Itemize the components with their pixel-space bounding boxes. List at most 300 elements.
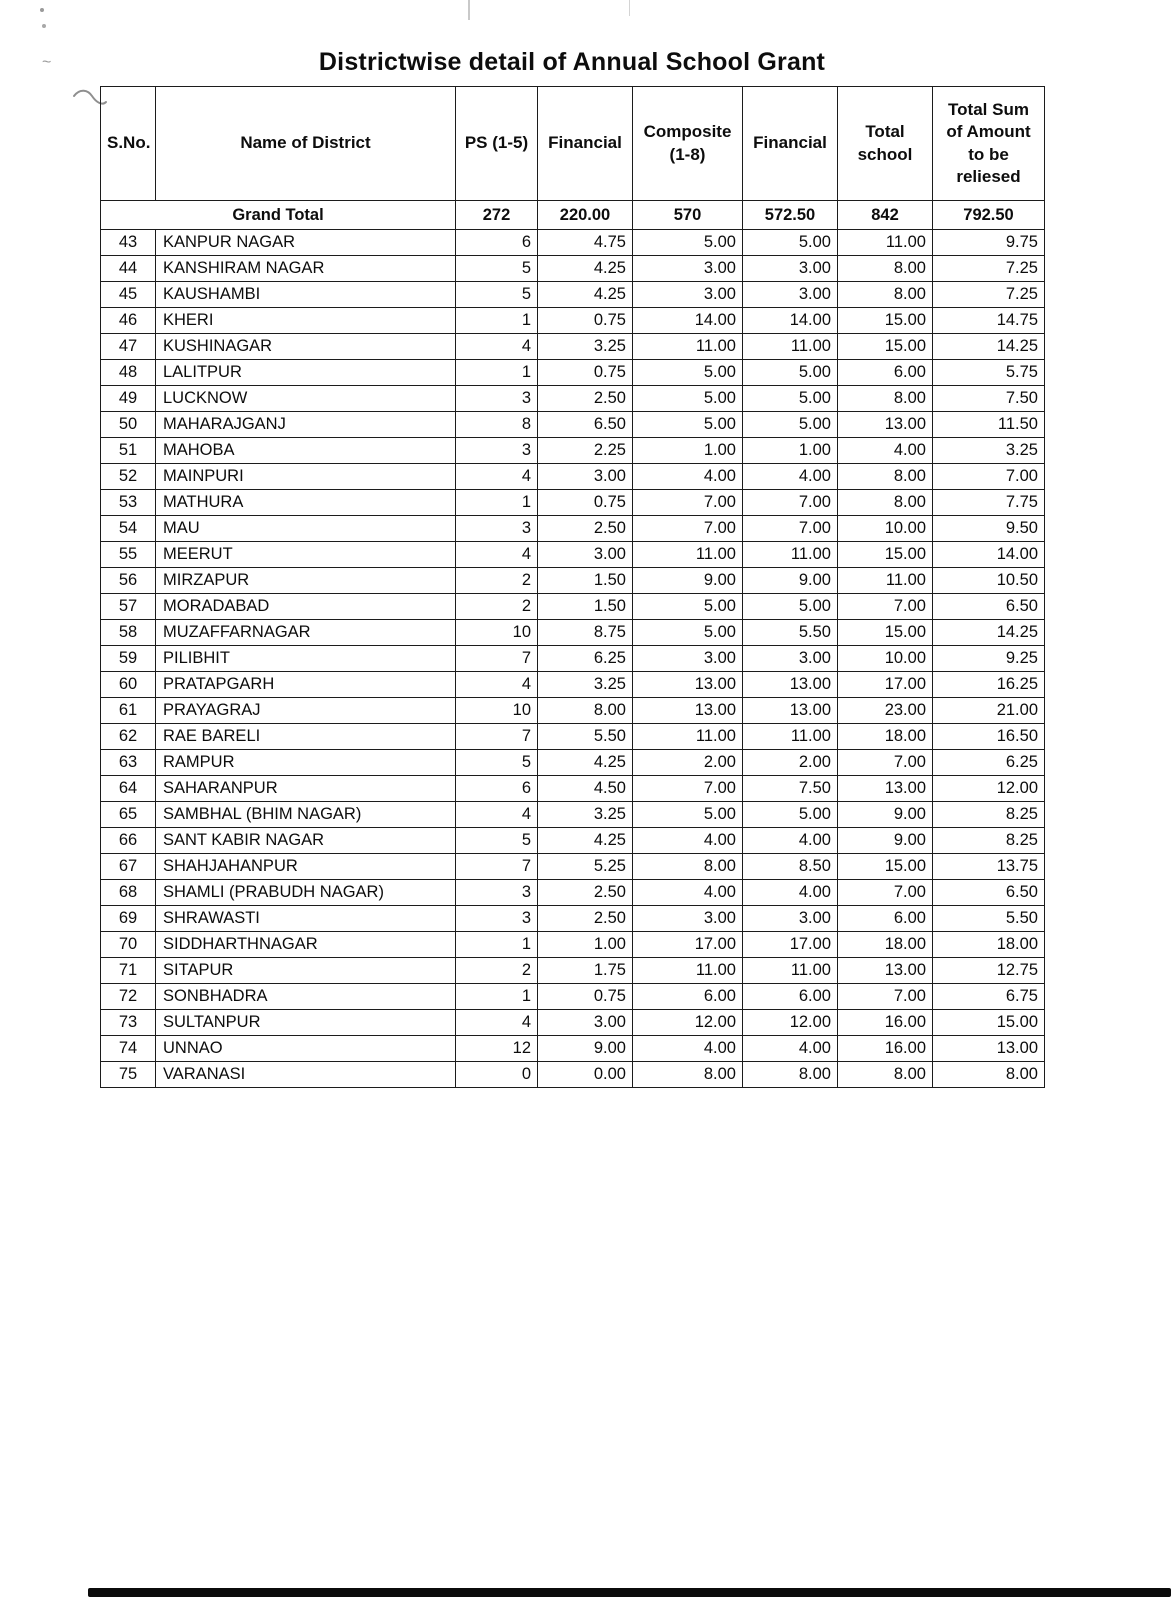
row-value: 5.00 xyxy=(743,386,838,412)
column-header-7: Total Sum of Amount to be reliesed xyxy=(933,87,1045,201)
row-value: 0.75 xyxy=(538,360,633,386)
row-district: KUSHINAGAR xyxy=(156,334,456,360)
table-row xyxy=(101,932,1045,958)
row-value: 11.00 xyxy=(633,334,743,360)
row-value: 13.75 xyxy=(933,854,1045,880)
row-district: SANT KABIR NAGAR xyxy=(156,828,456,854)
row-value: 5.50 xyxy=(538,724,633,750)
row-value: 9.00 xyxy=(838,828,933,854)
row-value: 5.00 xyxy=(633,360,743,386)
row-value: 8.00 xyxy=(933,1062,1045,1088)
row-value: 14.25 xyxy=(933,334,1045,360)
column-header-1: Name of District xyxy=(156,87,456,201)
row-value: 4.25 xyxy=(538,256,633,282)
row-value: 4.00 xyxy=(743,828,838,854)
row-value: 17.00 xyxy=(838,672,933,698)
row-value: 12.00 xyxy=(933,776,1045,802)
row-sno: 75 xyxy=(101,1062,156,1088)
row-district: MAU xyxy=(156,516,456,542)
table-row xyxy=(101,1036,1045,1062)
row-value: 1.00 xyxy=(538,932,633,958)
row-sno: 50 xyxy=(101,412,156,438)
row-sno: 60 xyxy=(101,672,156,698)
row-value: 3.25 xyxy=(538,802,633,828)
row-value: 6 xyxy=(456,230,538,256)
row-sno: 55 xyxy=(101,542,156,568)
row-value: 12 xyxy=(456,1036,538,1062)
row-value: 5.50 xyxy=(743,620,838,646)
table-row xyxy=(101,958,1045,984)
row-value: 7.00 xyxy=(743,516,838,542)
row-value: 4.00 xyxy=(633,464,743,490)
row-value: 3.25 xyxy=(538,672,633,698)
row-value: 4.25 xyxy=(538,828,633,854)
table-row xyxy=(101,516,1045,542)
row-value: 3 xyxy=(456,438,538,464)
row-value: 5.00 xyxy=(743,360,838,386)
row-value: 6.25 xyxy=(933,750,1045,776)
row-value: 8.00 xyxy=(838,464,933,490)
column-header-3: Financial xyxy=(538,87,633,201)
row-value: 4.00 xyxy=(743,880,838,906)
row-value: 13.00 xyxy=(743,672,838,698)
scan-artifact-tick xyxy=(468,0,470,20)
row-value: 7 xyxy=(456,724,538,750)
row-district: SULTANPUR xyxy=(156,1010,456,1036)
row-value: 11.00 xyxy=(633,958,743,984)
row-value: 13.00 xyxy=(933,1036,1045,1062)
row-district: VARANASI xyxy=(156,1062,456,1088)
row-sno: 49 xyxy=(101,386,156,412)
row-district: SHAHJAHANPUR xyxy=(156,854,456,880)
row-value: 16.00 xyxy=(838,1036,933,1062)
row-value: 8.00 xyxy=(633,854,743,880)
row-value: 1.75 xyxy=(538,958,633,984)
row-value: 17.00 xyxy=(633,932,743,958)
row-sno: 69 xyxy=(101,906,156,932)
table-row xyxy=(101,438,1045,464)
scan-artifact-tilde: ~ xyxy=(42,54,52,71)
row-value: 4.50 xyxy=(538,776,633,802)
row-sno: 67 xyxy=(101,854,156,880)
row-value: 4.00 xyxy=(743,464,838,490)
row-value: 1 xyxy=(456,490,538,516)
row-value: 6.00 xyxy=(838,906,933,932)
row-value: 0.75 xyxy=(538,490,633,516)
row-district: SHRAWASTI xyxy=(156,906,456,932)
row-value: 15.00 xyxy=(838,620,933,646)
table-row xyxy=(101,854,1045,880)
row-sno: 45 xyxy=(101,282,156,308)
row-value: 2.25 xyxy=(538,438,633,464)
table-row xyxy=(101,594,1045,620)
row-district: RAMPUR xyxy=(156,750,456,776)
row-value: 7.00 xyxy=(633,490,743,516)
row-value: 12.75 xyxy=(933,958,1045,984)
row-value: 5.00 xyxy=(633,230,743,256)
column-header-2: PS (1-5) xyxy=(456,87,538,201)
table-row xyxy=(101,724,1045,750)
table-row xyxy=(101,360,1045,386)
row-value: 1 xyxy=(456,360,538,386)
row-value: 6.25 xyxy=(538,646,633,672)
row-value: 12.00 xyxy=(633,1010,743,1036)
row-value: 2.50 xyxy=(538,880,633,906)
row-value: 3 xyxy=(456,386,538,412)
row-value: 16.50 xyxy=(933,724,1045,750)
row-sno: 63 xyxy=(101,750,156,776)
row-district: PILIBHIT xyxy=(156,646,456,672)
grand-total-value-2: 570 xyxy=(633,201,743,230)
row-sno: 47 xyxy=(101,334,156,360)
row-value: 3 xyxy=(456,880,538,906)
scan-artifact-dots xyxy=(40,8,44,12)
row-value: 5.00 xyxy=(743,230,838,256)
row-sno: 57 xyxy=(101,594,156,620)
grand-total-row xyxy=(101,201,1045,230)
row-district: SIDDHARTHNAGAR xyxy=(156,932,456,958)
row-value: 9.50 xyxy=(933,516,1045,542)
row-value: 11.00 xyxy=(838,568,933,594)
row-sno: 56 xyxy=(101,568,156,594)
row-value: 3.00 xyxy=(538,1010,633,1036)
row-sno: 66 xyxy=(101,828,156,854)
row-value: 0.00 xyxy=(538,1062,633,1088)
row-value: 2.00 xyxy=(633,750,743,776)
row-value: 7.75 xyxy=(933,490,1045,516)
grand-total-value-1: 220.00 xyxy=(538,201,633,230)
row-value: 8.00 xyxy=(838,282,933,308)
row-value: 9.00 xyxy=(838,802,933,828)
row-district: MAHARAJGANJ xyxy=(156,412,456,438)
row-value: 7.25 xyxy=(933,282,1045,308)
row-sno: 62 xyxy=(101,724,156,750)
table-row xyxy=(101,282,1045,308)
row-value: 1.00 xyxy=(633,438,743,464)
row-value: 9.00 xyxy=(743,568,838,594)
table-row xyxy=(101,672,1045,698)
row-value: 8 xyxy=(456,412,538,438)
row-sno: 61 xyxy=(101,698,156,724)
row-value: 4 xyxy=(456,672,538,698)
row-value: 3.00 xyxy=(743,646,838,672)
table-row xyxy=(101,542,1045,568)
column-header-4: Composite (1-8) xyxy=(633,87,743,201)
row-value: 7.00 xyxy=(838,594,933,620)
column-header-5: Financial xyxy=(743,87,838,201)
row-value: 11.00 xyxy=(743,724,838,750)
row-value: 8.00 xyxy=(838,386,933,412)
row-value: 7.00 xyxy=(838,880,933,906)
grand-total-value-0: 272 xyxy=(456,201,538,230)
row-district: RAE BARELI xyxy=(156,724,456,750)
row-value: 14.75 xyxy=(933,308,1045,334)
table-row xyxy=(101,750,1045,776)
row-value: 4.00 xyxy=(838,438,933,464)
row-value: 4 xyxy=(456,334,538,360)
row-district: MAHOBA xyxy=(156,438,456,464)
table-row xyxy=(101,880,1045,906)
row-value: 9.00 xyxy=(538,1036,633,1062)
row-value: 4.00 xyxy=(743,1036,838,1062)
row-district: SITAPUR xyxy=(156,958,456,984)
row-value: 15.00 xyxy=(838,542,933,568)
row-value: 2.50 xyxy=(538,516,633,542)
row-district: LUCKNOW xyxy=(156,386,456,412)
row-value: 5 xyxy=(456,828,538,854)
row-value: 1 xyxy=(456,308,538,334)
table-row xyxy=(101,386,1045,412)
row-sno: 51 xyxy=(101,438,156,464)
row-sno: 72 xyxy=(101,984,156,1010)
row-value: 16.00 xyxy=(838,1010,933,1036)
table-row xyxy=(101,1010,1045,1036)
row-value: 5.00 xyxy=(743,412,838,438)
row-value: 3.00 xyxy=(633,906,743,932)
row-value: 9.00 xyxy=(633,568,743,594)
row-sno: 74 xyxy=(101,1036,156,1062)
table-row xyxy=(101,412,1045,438)
row-value: 7.00 xyxy=(633,516,743,542)
table-row xyxy=(101,646,1045,672)
row-value: 7.50 xyxy=(933,386,1045,412)
row-value: 23.00 xyxy=(838,698,933,724)
row-sno: 43 xyxy=(101,230,156,256)
row-value: 6.50 xyxy=(933,594,1045,620)
row-value: 5.75 xyxy=(933,360,1045,386)
table-row xyxy=(101,568,1045,594)
row-sno: 46 xyxy=(101,308,156,334)
row-value: 7.50 xyxy=(743,776,838,802)
row-value: 8.00 xyxy=(838,490,933,516)
column-header-6: Total school xyxy=(838,87,933,201)
row-value: 3.00 xyxy=(633,282,743,308)
row-sno: 73 xyxy=(101,1010,156,1036)
row-value: 8.50 xyxy=(743,854,838,880)
row-value: 1.50 xyxy=(538,568,633,594)
row-value: 11.00 xyxy=(838,230,933,256)
table-row xyxy=(101,308,1045,334)
row-district: MIRZAPUR xyxy=(156,568,456,594)
row-value: 9.75 xyxy=(933,230,1045,256)
row-value: 4.75 xyxy=(538,230,633,256)
row-value: 21.00 xyxy=(933,698,1045,724)
row-value: 4 xyxy=(456,1010,538,1036)
row-value: 6 xyxy=(456,776,538,802)
row-value: 14.00 xyxy=(933,542,1045,568)
row-value: 8.25 xyxy=(933,802,1045,828)
row-value: 14.00 xyxy=(743,308,838,334)
row-value: 14.25 xyxy=(933,620,1045,646)
row-value: 11.50 xyxy=(933,412,1045,438)
row-district: PRATAPGARH xyxy=(156,672,456,698)
row-value: 14.00 xyxy=(633,308,743,334)
row-value: 10 xyxy=(456,620,538,646)
row-value: 0.75 xyxy=(538,984,633,1010)
table-row xyxy=(101,334,1045,360)
row-value: 2.50 xyxy=(538,386,633,412)
row-sno: 70 xyxy=(101,932,156,958)
row-value: 13.00 xyxy=(743,698,838,724)
header-row xyxy=(101,87,1045,201)
row-value: 4.25 xyxy=(538,750,633,776)
row-value: 15.00 xyxy=(838,854,933,880)
row-value: 11.00 xyxy=(743,334,838,360)
row-sno: 68 xyxy=(101,880,156,906)
table-body xyxy=(101,201,1045,1088)
row-value: 8.00 xyxy=(743,1062,838,1088)
row-value: 7 xyxy=(456,646,538,672)
row-value: 5.00 xyxy=(633,802,743,828)
table-row xyxy=(101,256,1045,282)
row-value: 16.25 xyxy=(933,672,1045,698)
row-value: 18.00 xyxy=(838,932,933,958)
row-value: 11.00 xyxy=(743,958,838,984)
row-value: 7 xyxy=(456,854,538,880)
row-value: 3.00 xyxy=(743,906,838,932)
row-sno: 71 xyxy=(101,958,156,984)
row-district: MAINPURI xyxy=(156,464,456,490)
row-value: 8.00 xyxy=(838,256,933,282)
row-value: 5.00 xyxy=(633,620,743,646)
row-value: 10 xyxy=(456,698,538,724)
row-district: KANSHIRAM NAGAR xyxy=(156,256,456,282)
row-value: 7.25 xyxy=(933,256,1045,282)
row-value: 3.00 xyxy=(743,282,838,308)
row-district: MUZAFFARNAGAR xyxy=(156,620,456,646)
row-value: 2.50 xyxy=(538,906,633,932)
row-value: 8.00 xyxy=(633,1062,743,1088)
scan-edge-artifact xyxy=(88,1588,1171,1597)
grand-total-value-3: 572.50 xyxy=(743,201,838,230)
row-value: 13.00 xyxy=(633,698,743,724)
row-value: 2 xyxy=(456,568,538,594)
row-value: 15.00 xyxy=(838,308,933,334)
row-district: SONBHADRA xyxy=(156,984,456,1010)
row-value: 10.50 xyxy=(933,568,1045,594)
page-title: Districtwise detail of Annual School Grant xyxy=(318,48,826,76)
table-row xyxy=(101,1062,1045,1088)
row-value: 10.00 xyxy=(838,516,933,542)
grand-total-value-4: 842 xyxy=(838,201,933,230)
row-value: 3.25 xyxy=(933,438,1045,464)
row-value: 5.00 xyxy=(743,802,838,828)
row-value: 4 xyxy=(456,542,538,568)
row-district: MORADABAD xyxy=(156,594,456,620)
row-value: 0 xyxy=(456,1062,538,1088)
row-value: 8.25 xyxy=(933,828,1045,854)
row-value: 8.00 xyxy=(838,1062,933,1088)
row-value: 3.00 xyxy=(743,256,838,282)
row-value: 3.00 xyxy=(538,464,633,490)
row-district: MATHURA xyxy=(156,490,456,516)
row-district: SAHARANPUR xyxy=(156,776,456,802)
row-value: 0.75 xyxy=(538,308,633,334)
table-row xyxy=(101,776,1045,802)
row-value: 5.00 xyxy=(633,594,743,620)
row-value: 6.00 xyxy=(743,984,838,1010)
row-value: 3.25 xyxy=(538,334,633,360)
table-row xyxy=(101,906,1045,932)
row-value: 8.00 xyxy=(538,698,633,724)
table-row xyxy=(101,698,1045,724)
row-value: 4.00 xyxy=(633,880,743,906)
row-value: 10.00 xyxy=(838,646,933,672)
row-district: KAUSHAMBI xyxy=(156,282,456,308)
row-value: 15.00 xyxy=(933,1010,1045,1036)
row-value: 17.00 xyxy=(743,932,838,958)
row-value: 1 xyxy=(456,932,538,958)
row-value: 4.00 xyxy=(633,1036,743,1062)
row-value: 3 xyxy=(456,906,538,932)
row-value: 7.00 xyxy=(838,750,933,776)
row-value: 11.00 xyxy=(633,724,743,750)
row-value: 5.25 xyxy=(538,854,633,880)
row-value: 5 xyxy=(456,256,538,282)
row-value: 6.00 xyxy=(838,360,933,386)
row-sno: 53 xyxy=(101,490,156,516)
row-district: UNNAO xyxy=(156,1036,456,1062)
row-value: 5 xyxy=(456,750,538,776)
row-value: 7.00 xyxy=(743,490,838,516)
row-value: 7.00 xyxy=(838,984,933,1010)
row-value: 4 xyxy=(456,464,538,490)
row-value: 13.00 xyxy=(838,958,933,984)
row-value: 5.00 xyxy=(743,594,838,620)
row-value: 11.00 xyxy=(633,542,743,568)
row-value: 4.00 xyxy=(633,828,743,854)
row-value: 4 xyxy=(456,802,538,828)
row-value: 6.00 xyxy=(633,984,743,1010)
row-value: 3.00 xyxy=(633,646,743,672)
grand-total-label: Grand Total xyxy=(101,201,456,230)
row-sno: 64 xyxy=(101,776,156,802)
row-value: 18.00 xyxy=(933,932,1045,958)
row-value: 2 xyxy=(456,594,538,620)
row-value: 15.00 xyxy=(838,334,933,360)
row-value: 6.50 xyxy=(933,880,1045,906)
row-value: 1 xyxy=(456,984,538,1010)
row-sno: 48 xyxy=(101,360,156,386)
table-row xyxy=(101,464,1045,490)
row-value: 9.25 xyxy=(933,646,1045,672)
row-district: KHERI xyxy=(156,308,456,334)
row-value: 1.50 xyxy=(538,594,633,620)
row-district: SHAMLI (PRABUDH NAGAR) xyxy=(156,880,456,906)
row-value: 3 xyxy=(456,516,538,542)
row-district: PRAYAGRAJ xyxy=(156,698,456,724)
table-header xyxy=(101,87,1045,201)
row-value: 2.00 xyxy=(743,750,838,776)
table-row xyxy=(101,490,1045,516)
table-row xyxy=(101,802,1045,828)
row-value: 7.00 xyxy=(633,776,743,802)
row-district: KANPUR NAGAR xyxy=(156,230,456,256)
row-value: 13.00 xyxy=(838,776,933,802)
table-row xyxy=(101,620,1045,646)
row-value: 5.50 xyxy=(933,906,1045,932)
row-value: 13.00 xyxy=(838,412,933,438)
row-value: 4.25 xyxy=(538,282,633,308)
row-value: 3.00 xyxy=(633,256,743,282)
row-sno: 54 xyxy=(101,516,156,542)
row-value: 6.75 xyxy=(933,984,1045,1010)
row-district: SAMBHAL (BHIM NAGAR) xyxy=(156,802,456,828)
row-value: 2 xyxy=(456,958,538,984)
grand-total-value-5: 792.50 xyxy=(933,201,1045,230)
table-row xyxy=(101,984,1045,1010)
row-value: 18.00 xyxy=(838,724,933,750)
